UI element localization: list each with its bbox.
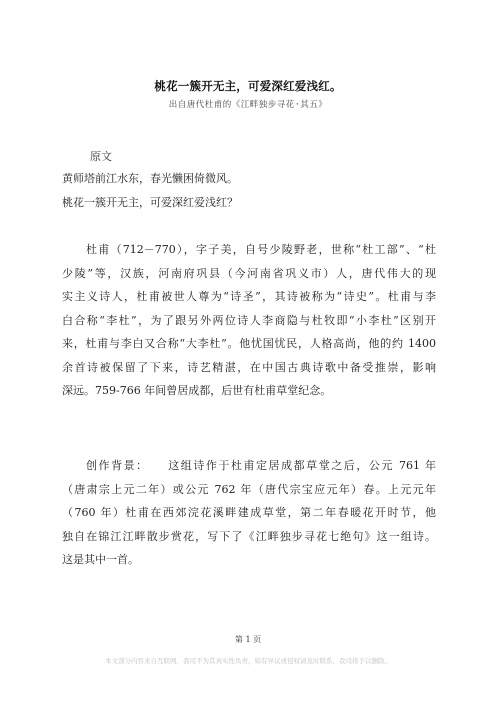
footer-disclaimer: 本文部分内容来自互联网，我司不为其真实性负责，如有异议或侵权请及时联系，我司将予以删除。 (105, 657, 391, 665)
background-line: 创作背景： 这组诗作于杜甫定居成都草堂之后，公元 761 年 (86, 459, 436, 472)
bio-line: 少陵”等，汉族，河南府巩县（今河南省巩义市）人，唐代伟大的现 (62, 266, 436, 280)
background-line: （唐肃宗上元二年）或公元 762 年（唐代宗宝应元年）春。上元元年 (62, 482, 436, 496)
background-line: 独自在锦江江畔散步赏花，写下了《江畔独步寻花七绝句》这一组诗。 (62, 529, 436, 543)
section-original-label: 原文 (90, 150, 112, 163)
bio-line: 余首诗被保留了下来，诗艺精湛，在中国古典诗歌中备受推崇，影响 (62, 360, 436, 374)
background-line: （760 年）杜甫在西郊浣花溪畔建成草堂，第二年春暖花开时节，他 (62, 506, 436, 519)
bio-line: 白合称“李杜”，为了跟另外两位诗人李商隐与杜牧即“小李杜”区别开 (62, 313, 436, 327)
background-line: 这是其中一首。 (62, 553, 139, 566)
bio-line: 深远。759-766 年间曾居成都，后世有杜甫草堂纪念。 (62, 384, 332, 397)
poem-line: 桃花一簇开无主，可爱深红爱浅红？ (62, 196, 238, 209)
background-paragraph (62, 454, 436, 572)
bio-line: 杜甫（712－770），字子美，自号少陵野老，世称“杜工部”、“杜 (86, 243, 436, 256)
page-subtitle: 出自唐代杜甫的《江畔独步寻花·其五》 (168, 100, 328, 110)
poem-line: 黄师塔前江水东，春光懒困倚微风。 (62, 172, 238, 185)
page-number: 第 1 页 (234, 635, 262, 644)
page-title: 桃花一簇开无主，可爱深红爱浅红。 (154, 79, 342, 93)
bio-line: 来，杜甫与李白又合称“大李杜”。他忧国忧民，人格高尚，他的约 1400 (62, 337, 436, 350)
author-bio-paragraph (62, 238, 436, 403)
bio-line: 实主义诗人，杜甫被世人尊为“诗圣”，其诗被称为“诗史”。杜甫与李 (62, 290, 436, 303)
